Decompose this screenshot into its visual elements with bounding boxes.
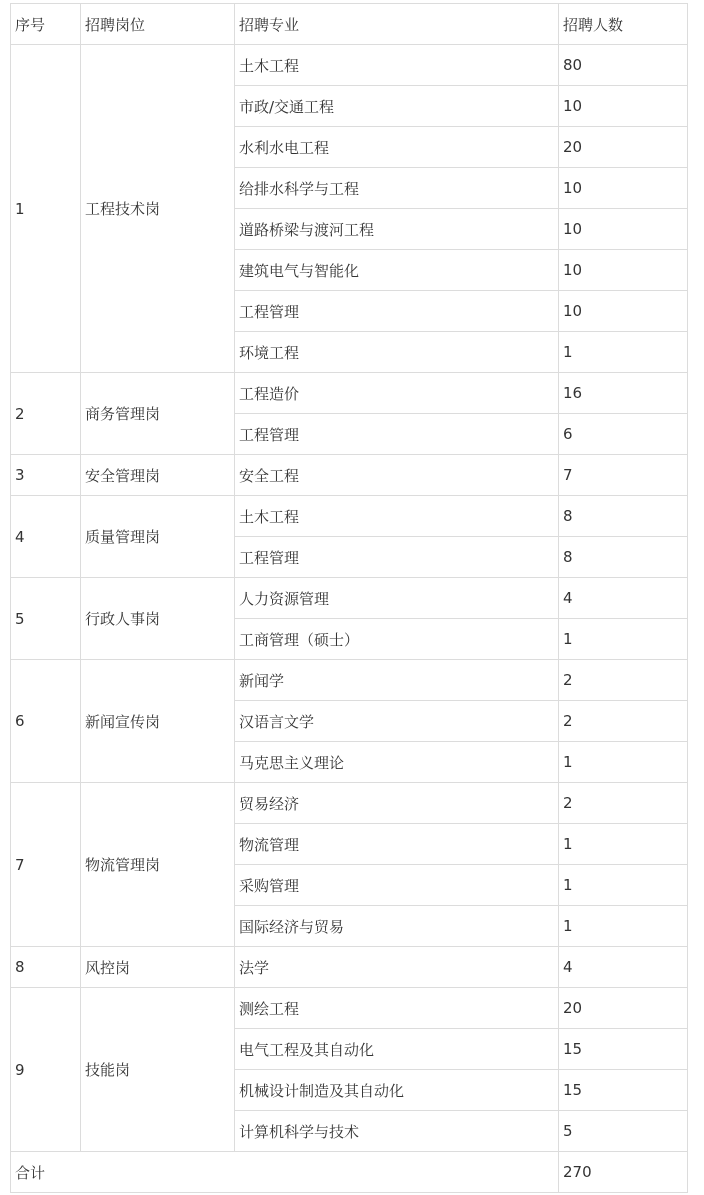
major-name: 新闻学	[235, 660, 559, 701]
major-name: 安全工程	[235, 455, 559, 496]
row-number: 7	[11, 783, 81, 947]
post-name: 商务管理岗	[81, 373, 235, 455]
major-name: 水利水电工程	[235, 127, 559, 168]
post-name: 行政人事岗	[81, 578, 235, 660]
header-no: 序号	[11, 4, 81, 45]
post-name: 物流管理岗	[81, 783, 235, 947]
row-number: 8	[11, 947, 81, 988]
total-label: 合计	[11, 1152, 559, 1193]
major-name: 马克思主义理论	[235, 742, 559, 783]
table-row	[11, 373, 688, 414]
headcount: 1	[559, 906, 688, 947]
headcount: 1	[559, 865, 688, 906]
headcount: 15	[559, 1070, 688, 1111]
headcount: 1	[559, 742, 688, 783]
major-name: 测绘工程	[235, 988, 559, 1029]
headcount: 5	[559, 1111, 688, 1152]
headcount: 6	[559, 414, 688, 455]
major-name: 工程造价	[235, 373, 559, 414]
row-number: 6	[11, 660, 81, 783]
total-row	[11, 1152, 688, 1193]
major-name: 工程管理	[235, 414, 559, 455]
major-name: 环境工程	[235, 332, 559, 373]
headcount: 2	[559, 660, 688, 701]
post-name: 安全管理岗	[81, 455, 235, 496]
major-name: 道路桥梁与渡河工程	[235, 209, 559, 250]
headcount: 20	[559, 127, 688, 168]
headcount: 7	[559, 455, 688, 496]
table-header-row	[11, 4, 688, 45]
major-name: 法学	[235, 947, 559, 988]
table-row	[11, 45, 688, 86]
major-name: 贸易经济	[235, 783, 559, 824]
major-name: 工程管理	[235, 537, 559, 578]
headcount: 10	[559, 291, 688, 332]
header-post: 招聘岗位	[81, 4, 235, 45]
major-name: 物流管理	[235, 824, 559, 865]
table-row	[11, 455, 688, 496]
row-number: 4	[11, 496, 81, 578]
headcount: 2	[559, 783, 688, 824]
headcount: 1	[559, 332, 688, 373]
major-name: 国际经济与贸易	[235, 906, 559, 947]
major-name: 给排水科学与工程	[235, 168, 559, 209]
headcount: 10	[559, 250, 688, 291]
headcount: 4	[559, 947, 688, 988]
headcount: 10	[559, 168, 688, 209]
headcount: 15	[559, 1029, 688, 1070]
major-name: 计算机科学与技术	[235, 1111, 559, 1152]
major-name: 土木工程	[235, 496, 559, 537]
row-number: 3	[11, 455, 81, 496]
headcount: 1	[559, 619, 688, 660]
table-row	[11, 947, 688, 988]
post-name: 技能岗	[81, 988, 235, 1152]
headcount: 2	[559, 701, 688, 742]
headcount: 80	[559, 45, 688, 86]
post-name: 新闻宣传岗	[81, 660, 235, 783]
major-name: 市政/交通工程	[235, 86, 559, 127]
headcount: 10	[559, 86, 688, 127]
major-name: 工程管理	[235, 291, 559, 332]
major-name: 机械设计制造及其自动化	[235, 1070, 559, 1111]
major-name: 电气工程及其自动化	[235, 1029, 559, 1070]
major-name: 土木工程	[235, 45, 559, 86]
row-number: 5	[11, 578, 81, 660]
major-name: 人力资源管理	[235, 578, 559, 619]
post-name: 风控岗	[81, 947, 235, 988]
row-number: 2	[11, 373, 81, 455]
table-row	[11, 783, 688, 824]
major-name: 汉语言文学	[235, 701, 559, 742]
headcount: 10	[559, 209, 688, 250]
row-number: 1	[11, 45, 81, 373]
major-name: 工商管理（硕士）	[235, 619, 559, 660]
headcount: 20	[559, 988, 688, 1029]
headcount: 16	[559, 373, 688, 414]
major-name: 建筑电气与智能化	[235, 250, 559, 291]
row-number: 9	[11, 988, 81, 1152]
headcount: 8	[559, 537, 688, 578]
table-body	[11, 45, 688, 1152]
headcount: 1	[559, 824, 688, 865]
recruitment-table	[10, 3, 688, 1193]
headcount: 8	[559, 496, 688, 537]
headcount: 4	[559, 578, 688, 619]
table-row	[11, 578, 688, 619]
post-name: 质量管理岗	[81, 496, 235, 578]
table-row	[11, 496, 688, 537]
header-major: 招聘专业	[235, 4, 559, 45]
post-name: 工程技术岗	[81, 45, 235, 373]
table-row	[11, 988, 688, 1029]
major-name: 采购管理	[235, 865, 559, 906]
table-row	[11, 660, 688, 701]
header-count: 招聘人数	[559, 4, 688, 45]
total-count: 270	[559, 1152, 688, 1193]
